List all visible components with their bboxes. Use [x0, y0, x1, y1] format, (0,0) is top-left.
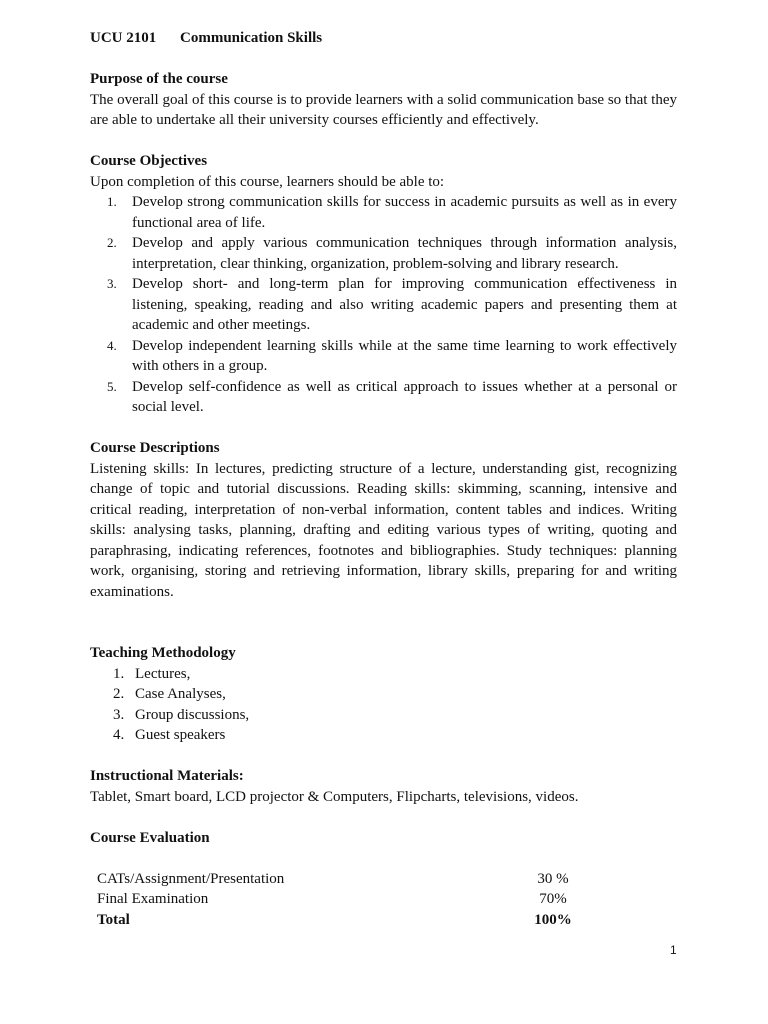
purpose-heading: Purpose of the course — [90, 71, 228, 87]
table-cell-item: CATs/Assignment/Presentation — [97, 870, 285, 887]
page-number: 1 — [670, 943, 677, 957]
table-cell-item: Total — [97, 911, 130, 928]
list-item-text: Guest speakers — [135, 727, 226, 743]
list-item — [90, 233, 677, 274]
list-item — [90, 274, 677, 336]
list-number: 2. — [113, 686, 125, 702]
list-item — [90, 725, 677, 746]
list-number: 2. — [107, 235, 117, 250]
methodology-heading: Teaching Methodology — [90, 645, 236, 661]
descriptions-section — [90, 438, 677, 602]
course-title — [90, 28, 677, 49]
list-item — [90, 664, 677, 685]
table-cell-percent: 70% — [539, 891, 567, 907]
materials-heading: Instructional Materials: — [90, 768, 244, 784]
list-number: 1. — [107, 194, 117, 209]
evaluation-table — [94, 869, 586, 931]
list-item-text: Develop short- and long-term plan for improving communication effectiveness in listening, speaking, reading and also writing academic papers and presenting them at academic and other meetings. — [132, 276, 677, 333]
objectives-section — [90, 151, 677, 418]
course-code: UCU 2101 — [90, 30, 157, 46]
table-row-total — [94, 910, 586, 931]
list-number: 3. — [107, 276, 117, 291]
methodology-list — [90, 664, 677, 746]
evaluation-heading: Course Evaluation — [90, 829, 210, 846]
list-item — [90, 377, 677, 418]
list-item-text: Lectures, — [135, 665, 191, 682]
list-number: 3. — [113, 706, 125, 723]
course-name: Communication Skills — [180, 30, 323, 46]
list-item — [90, 684, 677, 705]
list-item — [90, 336, 677, 377]
list-item — [90, 705, 677, 726]
list-number: 1. — [113, 665, 125, 682]
table-cell-item: Final Examination — [97, 891, 209, 907]
objectives-heading: Course Objectives — [90, 153, 208, 169]
list-number: 4. — [107, 337, 117, 353]
list-item-text: Develop self-confidence as well as critical approach to issues whether at a personal or social level. — [132, 378, 677, 415]
list-item-text: Develop and apply various communication techniques through information analysis, interpretation, clear thinking, organization, problem-solving and library research. — [132, 235, 677, 272]
objectives-intro: Upon completion of this course, learners should be able to: — [90, 173, 445, 190]
list-item-text: Group discussions, — [135, 706, 250, 723]
purpose-section — [90, 69, 677, 131]
list-item-text: Case Analyses, — [135, 686, 226, 702]
objectives-list — [90, 192, 677, 418]
list-item-text: Develop strong communication skills for success in academic pursuits as well as in every functional area of life. — [132, 194, 677, 231]
descriptions-text: Listening skills: In lectures, predicting structure of a lecture, understanding gist, recognizing change of topic and tutorial discussions. Reading skills: skimming, scanning, intensive and critical reading, interpretation of non-verbal information, content tables and indices. Writing skills: analysing tasks, planning, drafting and editing various types of writing, quoting and paraphrasing, indicating references, footnotes and bibliographies. Study techniques: planning work, organising, storing and retrieving information, library skills, preparing for and writing examinations. — [90, 460, 677, 600]
list-number: 5. — [107, 378, 117, 394]
descriptions-heading: Course Descriptions — [90, 440, 220, 456]
list-item-text: Develop independent learning skills while at the same time learning to work effectively with others in a group. — [132, 337, 677, 374]
list-number: 4. — [113, 727, 125, 743]
materials-section — [90, 766, 677, 807]
table-cell-percent: 30 % — [537, 870, 569, 887]
table-cell-percent: 100% — [534, 911, 572, 928]
document-page — [90, 28, 677, 930]
materials-text: Tablet, Smart board, LCD projector & Computers, Flipcharts, televisions, videos. — [90, 788, 579, 805]
evaluation-section — [90, 828, 677, 931]
table-row — [94, 869, 586, 890]
list-item — [90, 192, 677, 233]
purpose-text: The overall goal of this course is to provide learners with a solid communication base so that they are able to undertake all their university courses efficiently and effectively. — [90, 91, 677, 128]
methodology-section — [90, 643, 677, 746]
table-row — [94, 889, 586, 910]
